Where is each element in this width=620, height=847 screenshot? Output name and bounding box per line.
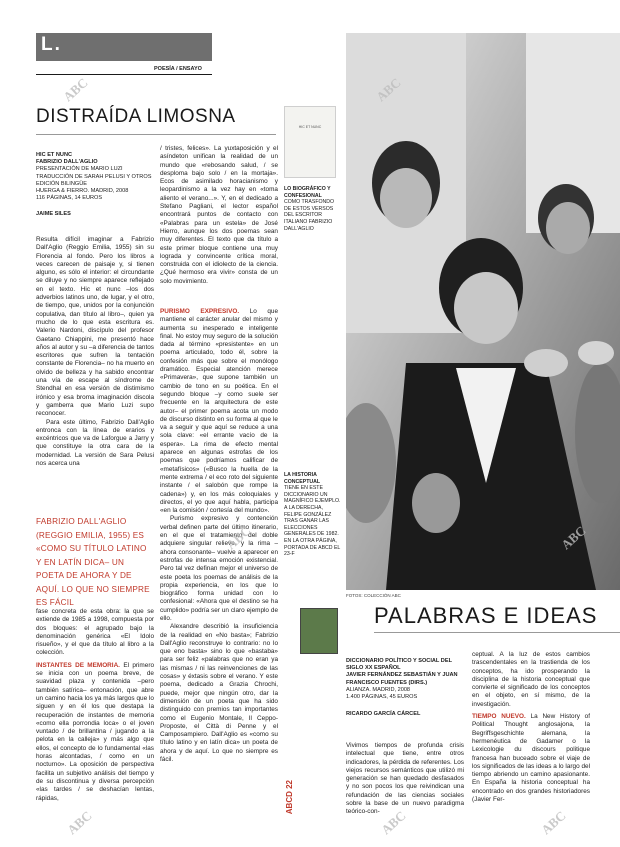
subhead: INSTANTES DE MEMORIA. <box>36 661 120 669</box>
book-detail: EDICIÓN BILINGÜE <box>36 180 87 187</box>
article-column-2b <box>160 308 278 840</box>
dictionary-cover <box>300 608 338 654</box>
paragraph: Lo que mantiene el carácter anular del mismo y aumenta su inesperado e inteligente final. No estoy muy seguro de la solución dada al término «presistente» en un poema articulado, todo él, sobre la confesión más que sobre el monólogo dramático. Especial atención merece «Primavera», que supone también un cambio de tono en su poética. En el segundo bloque –y como suele ser frecuente en la arquitectura de este autor– el primer poema acota un modo de discurso distinto en su forma al que le va a seguir y que aquí se reduce a una sola clave: «el errante vacío de la espera». La rima de efecto mental aparece en algunas estrofas de los poemas que podríamos calificar de «metafísicos» («Busco la huella de la mente extrema / el eco roto del siguiente instante / el salobón que rompe la cadena») y, en los más coloquiales y directos, el yo que aquí habla, participa «en la comisión / cortesía del mundo». <box>160 308 278 515</box>
header-rule <box>36 74 212 75</box>
book-author: JAVIER FERNÁNDEZ SEBASTIÁN Y JUAN FRANCISCO FUENTES (DIRS.) <box>346 672 458 686</box>
paragraph: Alexandre describió la insuficiencia de la realidad en «No basta»; Fabrizio Dall'Aglio reconstruye lo contrario: no lo que eno basta» sino lo que «bastaba» para ser feliz «palabras que no eran ya las mismas / ni las reinvenciones de las cosas» y éxtasis sobre el verano. Y este poema, dedicado a Grazia Chrochi, puede, mejor que ningún otro, dar la dimensión de un poeta que ha sido distinguido con premios tan importantes como el Eugenio Montale, Il Ceppo-Proposte, el Città di Penne y el Camposampiero. Dall'Aglio es «como su título latino y en latín dica» un poeta de ahora y de aquí. Lo que no siempre es fácil. <box>160 623 278 764</box>
book-info <box>36 152 154 219</box>
book-detail: ALIANZA. MADRID, 2008 <box>346 686 411 693</box>
book-title: DICCIONARIO POLÍTICO Y SOCIAL DEL SIGLO XX ESPAÑOL <box>346 658 452 672</box>
caption-body: COMO TRASFONDO DE ESTOS VERSOS DEL ESCRITOR ITALIANO FABRIZIO DALL'AGLIO <box>284 199 335 232</box>
section-kicker: POESÍA / ENSAYO <box>154 66 202 72</box>
caption-title: LO BIOGRÁFICO Y CONFESIONAL <box>284 186 331 199</box>
watermark: ABC <box>223 522 254 553</box>
paragraph: Vivimos tiempos de profunda crisis intelectual que tiene, entre otros indicadores, la pérdida de referentes. Los viejos recursos semánticos que utilizó mi generación se han quedado desfasados y no son pocos los que reivindican una refundación de las ciencias sociales sobre la base de un nuevo paradigma teórico-con- <box>346 742 464 816</box>
book-detail: HUERGA & FIERRO. MADRID, 2008 <box>36 188 129 195</box>
subhead: PURISMO EXPRESIVO. <box>160 308 240 315</box>
byline: JAIME SILES <box>36 211 71 218</box>
book-info <box>346 658 464 718</box>
news-photo <box>346 33 620 590</box>
paragraph: Resulta difícil imaginar a Fabrizio Dall'Aglio (Reggio Emilia, 1955) sin su Florencia al fondo. Pero los libros a veces carecen de paisaje y, si tienen alguno, es sólo el interior: el circundante se diluye y no siempre aparece reflejado en el texto. Hic et nunc –los dos adverbios latinos uno, de lugar, y el otro, de tiempo, que, unidos por la conjunción copulativa, dan título al libro–, quien ya mucho de lo que esta escritura es. Valerio Nardoni, discípulo del profesor Gaetano Chiappini, me presentó hace años al autor y su –a diferencia de tantos escritores que sufren la tentación constante de Florencia– no ha muerto en olvido de belleza y ha sabido encontrar una vía de escape al síndrome de Stendhal en esa versión de distimismo irónico y esa broma imaginación discola y gamberra que Mario Luzi supo reconocer. <box>36 236 154 418</box>
book-title: HIC ET NUNC <box>36 152 73 158</box>
headline-rule <box>36 134 276 135</box>
crowd-photo-illustration <box>346 33 620 590</box>
paragraph: La New History of Political Thought anglosajona, la Begriffsgeschichte alemana, la hermenéutica de Gadamer o la Lexicologie du discours politique francesa han buceado sobre el viaje de los significados de las ideas a lo largo del tiempo abriendo un camino apasionante. En España la historia conceptual ha encontrado en dos grandes historiadores (Javier Fer- <box>472 713 590 804</box>
pull-quote: FABRIZIO DALL'AGLIO (REGGIO EMILIA, 1955) ES «COMO SU TÍTULO LATINO Y EN LATÍN DICA– UN POETA DE AHORA Y DE AQUÍ. LO QUE NO SIEMPRE ES FÁCIL <box>36 517 150 607</box>
article-column-1 <box>36 236 154 504</box>
paragraph: Purismo expresivo y contención verbal definen parte del último itinerario, en el que el tratamiento del doble adquiere singular relieve, y la rima –ahora consonante– vuelve a aparecer en estrofas de intensa emoción existencial. Pero tal vez definan mejor el universo de este poeta los poemas de análisis de la propia experiencia, en los que lo biográfico forma unidad con lo confesional: «Ahora que el destino se ha cumplido» podría ser un claro ejemplo de ello. <box>160 515 278 622</box>
article-column-2 <box>160 145 278 303</box>
caption-2 <box>284 472 342 558</box>
watermark: ABC <box>60 74 91 105</box>
book-author: FABRIZIO DALL'AGLIO <box>36 159 98 166</box>
watermark: ABC <box>64 807 95 838</box>
book-detail: 1.400 PÁGINAS, 45 EUROS <box>346 694 418 701</box>
paragraph: ceptual. A la luz de estos cambios trascendentales en la trastienda de los conceptos, ha ido prosperando la disciplina de la historia conceptual que convierte el significado de los conceptos en el objeto, en sí mismo, de la investigación. <box>472 651 590 708</box>
book-detail: PRESENTACIÓN DE MARIO LUZI <box>36 166 123 173</box>
article-headline: PALABRAS E IDEAS <box>374 603 598 628</box>
watermark: ABC <box>538 807 569 838</box>
section-letter: L. <box>41 34 62 55</box>
book-detail: 116 PÁGINAS, 14 EUROS <box>36 195 103 202</box>
byline: RICARDO GARCÍA CÁRCEL <box>346 711 421 718</box>
article-column-3 <box>346 742 464 840</box>
headline-rule <box>374 632 620 633</box>
watermark: ABC <box>378 807 409 838</box>
caption-body: TIENE EN ESTE DICCIONARIO UN MAGNÍFICO EJEMPLO. A LA DERECHA, FELIPE GONZÁLEZ TRAS GANAR LAS ELECCIONES GENERALES DE 1982. EN LA OTRA PÁGINA, PORTADA DE ABCD EL 23-F <box>284 485 341 558</box>
watermark: ABC <box>558 522 589 553</box>
book-detail: TRADUCCIÓN DE SARAH PELUSI Y OTROS <box>36 173 152 180</box>
page-folio: ABCD 22 <box>285 780 294 815</box>
caption-title: LA HISTORIA CONCEPTUAL <box>284 472 321 485</box>
paragraph: / tristes, felices». La yuxtaposición y el asíndeton unifican la realidad de un mundo que «rebosando salud, / se desploma bajo solo / en la mortaja». Ecos de asimilado horacianismo y leopardinismo a la vez hay en «toma aliento el verano...». Y, en el dedicado a Stefano Pagliani, el lector español encontrará puntos de contacto con «Palabras para un estela» de José Hierro, aunque los dos poemas sean muy diferentes. El texto que da título a este primer bloque contiene una muy lograda y convincente crítica moral, construida con el idiolecto de la ciencia. ¿Qué hermoso era vivir» consta de un solo movimiento. <box>160 145 278 285</box>
caption-1 <box>284 186 342 232</box>
paragraph: El primero se inicia con un poema breve, de suavidad plaza y contenida –pero también satírica– entonación, que abre un camino hacia los ya más largos que lo siguen y en él los que destapa la recuperación de instantes de memoria «como ella porrondia loca» o el joven vuntado / de brillantina / jugando a la pelota en la calleja» y más algo que ellos, el concepto de lo fundamental «las horas alcontadas, / como en un nocturno». La oposición de perspectiva facilita un subjetivo análisis del tiempo y de su discontinua y diversa percepción «las tardes / se deshacían lentas, rápidas, <box>36 661 154 802</box>
article-column-1b <box>36 608 154 840</box>
section-banner <box>36 33 212 61</box>
photo-credit: FOTOS: COLECCIÓN ABC <box>346 593 401 598</box>
paragraph: fase concreta de esta obra: la que se extiende de 1985 a 1998, compuesta por dos bloques: el agrupado bajo la denominación genérica «El Idolo risueño», y el que da título al libro a la colección. <box>36 608 154 657</box>
article-headline: DISTRAÍDA LIMOSNA <box>36 106 236 127</box>
book-cover-title: HIC ET NUNC <box>298 125 322 129</box>
article-column-4 <box>472 651 590 841</box>
book-cover <box>284 106 336 178</box>
paragraph: Para este último, Fabrizio Dall'Aglio entronca con la línea de erarios y excéntricos que va de Laforgue a Jarry y que constituye la otra cara de la modernidad. La versión de Sara Pelusi nos acerca una <box>36 418 154 468</box>
watermark: ABC <box>373 74 404 105</box>
subhead: TIEMPO NUEVO. <box>472 713 526 721</box>
